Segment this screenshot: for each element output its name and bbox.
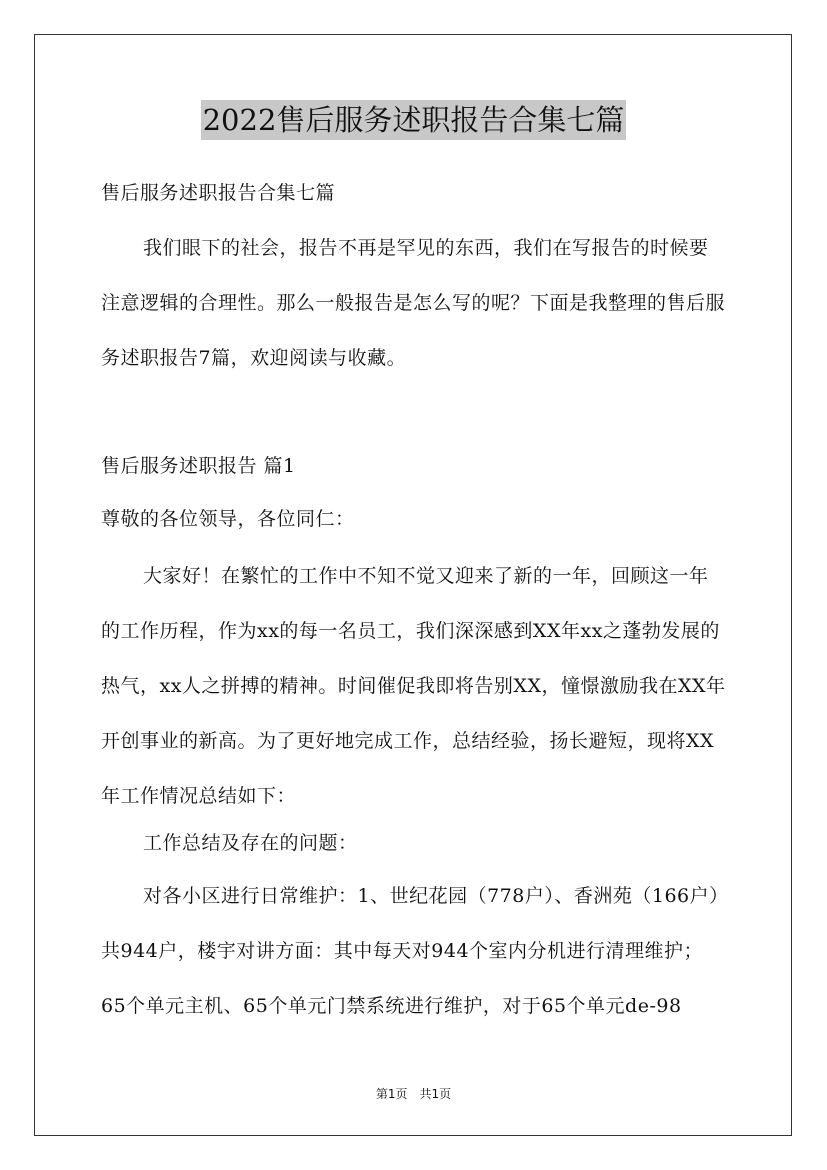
salutation: 尊敬的各位领导，各位同仁： [101,508,355,530]
document-title: 2022售后服务述职报告合集七篇 [201,100,627,140]
body-paragraph-2: 工作总结及存在的问题： [143,832,358,854]
intro-paragraph: 我们眼下的社会，报告不再是罕见的东西，我们在写报告的时候要注意逻辑的合理性。那么一般报告是怎么写的呢？下面是我整理的售后服务述职报告7篇，欢迎阅读与收藏。 [101,237,726,369]
document-subtitle: 售后服务述职报告合集七篇 [101,182,336,204]
body-paragraph-1: 大家好！在繁忙的工作中不知不觉又迎来了新的一年，回顾这一年的工作历程，作为xx的每一名员工，我们深深感到XX年xx之蓬勃发展的热气，xx人之拼搏的精神。时间催促我即将告别XX，憧憬激励我在XX年开创事业的新高。为了更好地完成工作，总结经验，扬长避短，现将XX年工作情况总结如下： [101,565,726,807]
title-container [0,100,827,140]
page-footer [0,1085,827,1102]
section-heading: 售后服务述职报告 篇1 [101,455,296,477]
page-number-label: 第1页 共1页 [375,1087,452,1101]
body-paragraph-3: 对各小区进行日常维护：1、世纪花园（778户）、香洲苑（166户）共944户，楼宇对讲方面：其中每天对944个室内分机进行清理维护；65个单元主机、65个单元门禁系统进行维护，对于65个单元de-98 [101,885,720,1017]
